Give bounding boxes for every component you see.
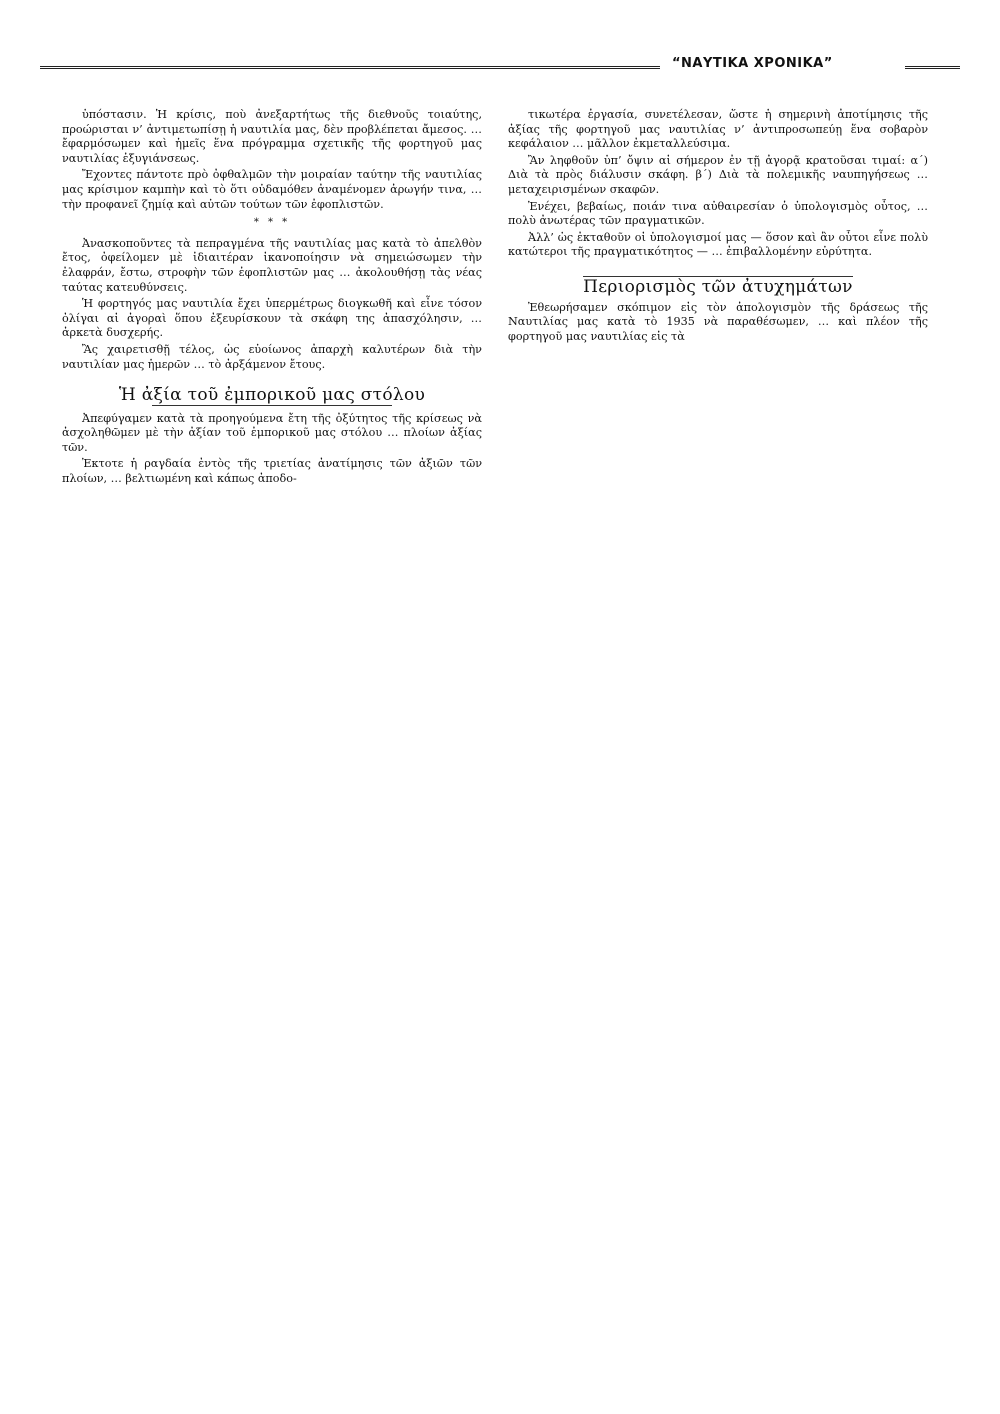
paragraph: Ἡ φορτηγός μας ναυτιλία ἔχει ὑπερμέτρως διογκωθῆ καὶ εἶνε τόσον ὀλίγαι αἱ ἀγοραὶ ὅπου ἐξευρίσκουν τὰ σκάφη της ἀπασχόλησιν, … ἀρκετὰ δυσχερής. — [62, 297, 482, 340]
paragraph: Ἂς χαιρετισθῇ τέλος, ὡς εὐοίωνος ἀπαρχὴ καλυτέρων διὰ τὴν ναυτιλίαν μας ἡμερῶν … τὸ ἀρξάμενον ἔτους. — [62, 342, 482, 371]
paragraph: Ἀνασκοποῦντες τὰ πεπραγμένα τῆς ναυτιλίας μας κατὰ τὸ ἀπελθὸν ἔτος, ὀφείλομεν μὲ ἰδιαιτέραν ἱκανοποίησιν νὰ σημειώσωμεν τὴν ἐλαφράν, ἔστω, στροφὴν τῶν ἐφοπλιστῶν μας … ἀκολουθήσῃ τὰς νέας ταύτας κατευθύνσεις. — [62, 236, 482, 294]
section-separator: * * * — [253, 217, 291, 229]
masthead — [40, 52, 960, 82]
section-title-text: Ἡ ἀξία τοῦ ἐμπορικοῦ μας στόλου — [118, 385, 426, 406]
left-column — [62, 108, 482, 489]
paragraph: Ἀπεφύγαμεν κατὰ τὰ προηγούμενα ἔτη τῆς ὀξύτητος τῆς κρίσεως νὰ ἀσχοληθῶμεν μὲ τὴν ἀξίαν τοῦ ἐμπορικοῦ μας στόλου … πλοίων ἀξίας τῶν. — [62, 411, 482, 454]
right-column — [508, 108, 928, 346]
section-title-accidents — [508, 276, 928, 295]
paragraph: Ἐνέχει, βεβαίως, ποιάν τινα αὐθαιρεσίαν ὁ ὑπολογισμὸς οὗτος, … πολὺ ἀνωτέρας τῶν πραγματικῶν. — [508, 199, 928, 228]
masthead-rule-right — [905, 66, 960, 72]
paragraph: Ἐκτοτε ἡ ραγδαία ἐντὸς τῆς τριετίας ἀνατίμησις τῶν ἀξιῶν τῶν πλοίων, … βελτιωμένη καὶ κάπως ἀποδο- — [62, 457, 482, 486]
masthead-title: “ΝΑΥΤΙΚΑ ΧΡΟΝΙΚΑ” — [672, 56, 833, 71]
paragraph: Ἀλλ’ ὡς ἐκταθοῦν οἱ ὑπολογισμοί μας — ὅσον καὶ ἂν οὗτοι εἶνε πολὺ κατώτεροι τῆς πραγματικότητος — … ἐπιβαλλομένην εὐρύτητα. — [508, 230, 928, 259]
paragraph: Ἐθεωρήσαμεν σκόπιμον εἰς τὸν ἀπολογισμὸν τῆς δράσεως τῆς Ναυτιλίας μας κατὰ τὸ 1935 νὰ παραθέσωμεν, … καὶ πλέον τῆς φορτηγοῦ μας ναυτιλίας εἰς τὰ — [508, 300, 928, 343]
section-title-text: Περιορισμὸς τῶν ἀτυχημάτων — [583, 276, 853, 297]
section-title-fleet-value — [62, 385, 482, 406]
masthead-rule-left — [40, 66, 660, 72]
paragraph: τικωτέρα ἐργασία, συνετέλεσαν, ὥστε ἡ σημερινὴ ἀποτίμησις τῆς ἀξίας τῆς φορτηγοῦ μας ναυτιλίας ν’ ἀντιπροσωπεύῃ ἕνα σοβαρὸν κεφάλαιον … μᾶλλον ἐκμεταλλεύσιμα. — [508, 108, 928, 151]
paragraph: Ἂν ληφθοῦν ὑπ’ ὄψιν αἱ σήμερον ἐν τῇ ἀγορᾷ κρατοῦσαι τιμαί: α΄) Διὰ τὰ πρὸς διάλυσιν σκάφη. β΄) Διὰ τὰ πολεμικῆς ναυπηγήσεως … μεταχειρισμένων σκαφῶν. — [508, 153, 928, 196]
paragraph: ὑπόστασιν. Ἡ κρίσις, ποὺ ἀνεξαρτήτως τῆς διεθνοῦς τοιαύτης, προώρισται ν’ ἀντιμετωπίσῃ ἡ ναυτιλία μας, δὲν προβλέπεται ἄμεσος. … ἔφαρμόσωμεν καὶ ἡμεῖς ἕνα πρόγραμμα σχετικῆς τῆς φορτηγοῦ μας ναυτιλίας ἐξυγιάνσεως. — [62, 108, 482, 165]
paragraph: Ἔχοντες πάντοτε πρὸ ὀφθαλμῶν τὴν μοιραίαν ταύτην τῆς ναυτιλίας μας κρίσιμον καμπὴν καὶ τὸ ὅτι οὐδαμόθεν ἀναμένομεν ἀρωγήν τινα, … τὴν προφανεῖ ζημίᾳ καὶ αὐτῶν τούτων τῶν ἐφοπλιστῶν. — [62, 168, 482, 211]
